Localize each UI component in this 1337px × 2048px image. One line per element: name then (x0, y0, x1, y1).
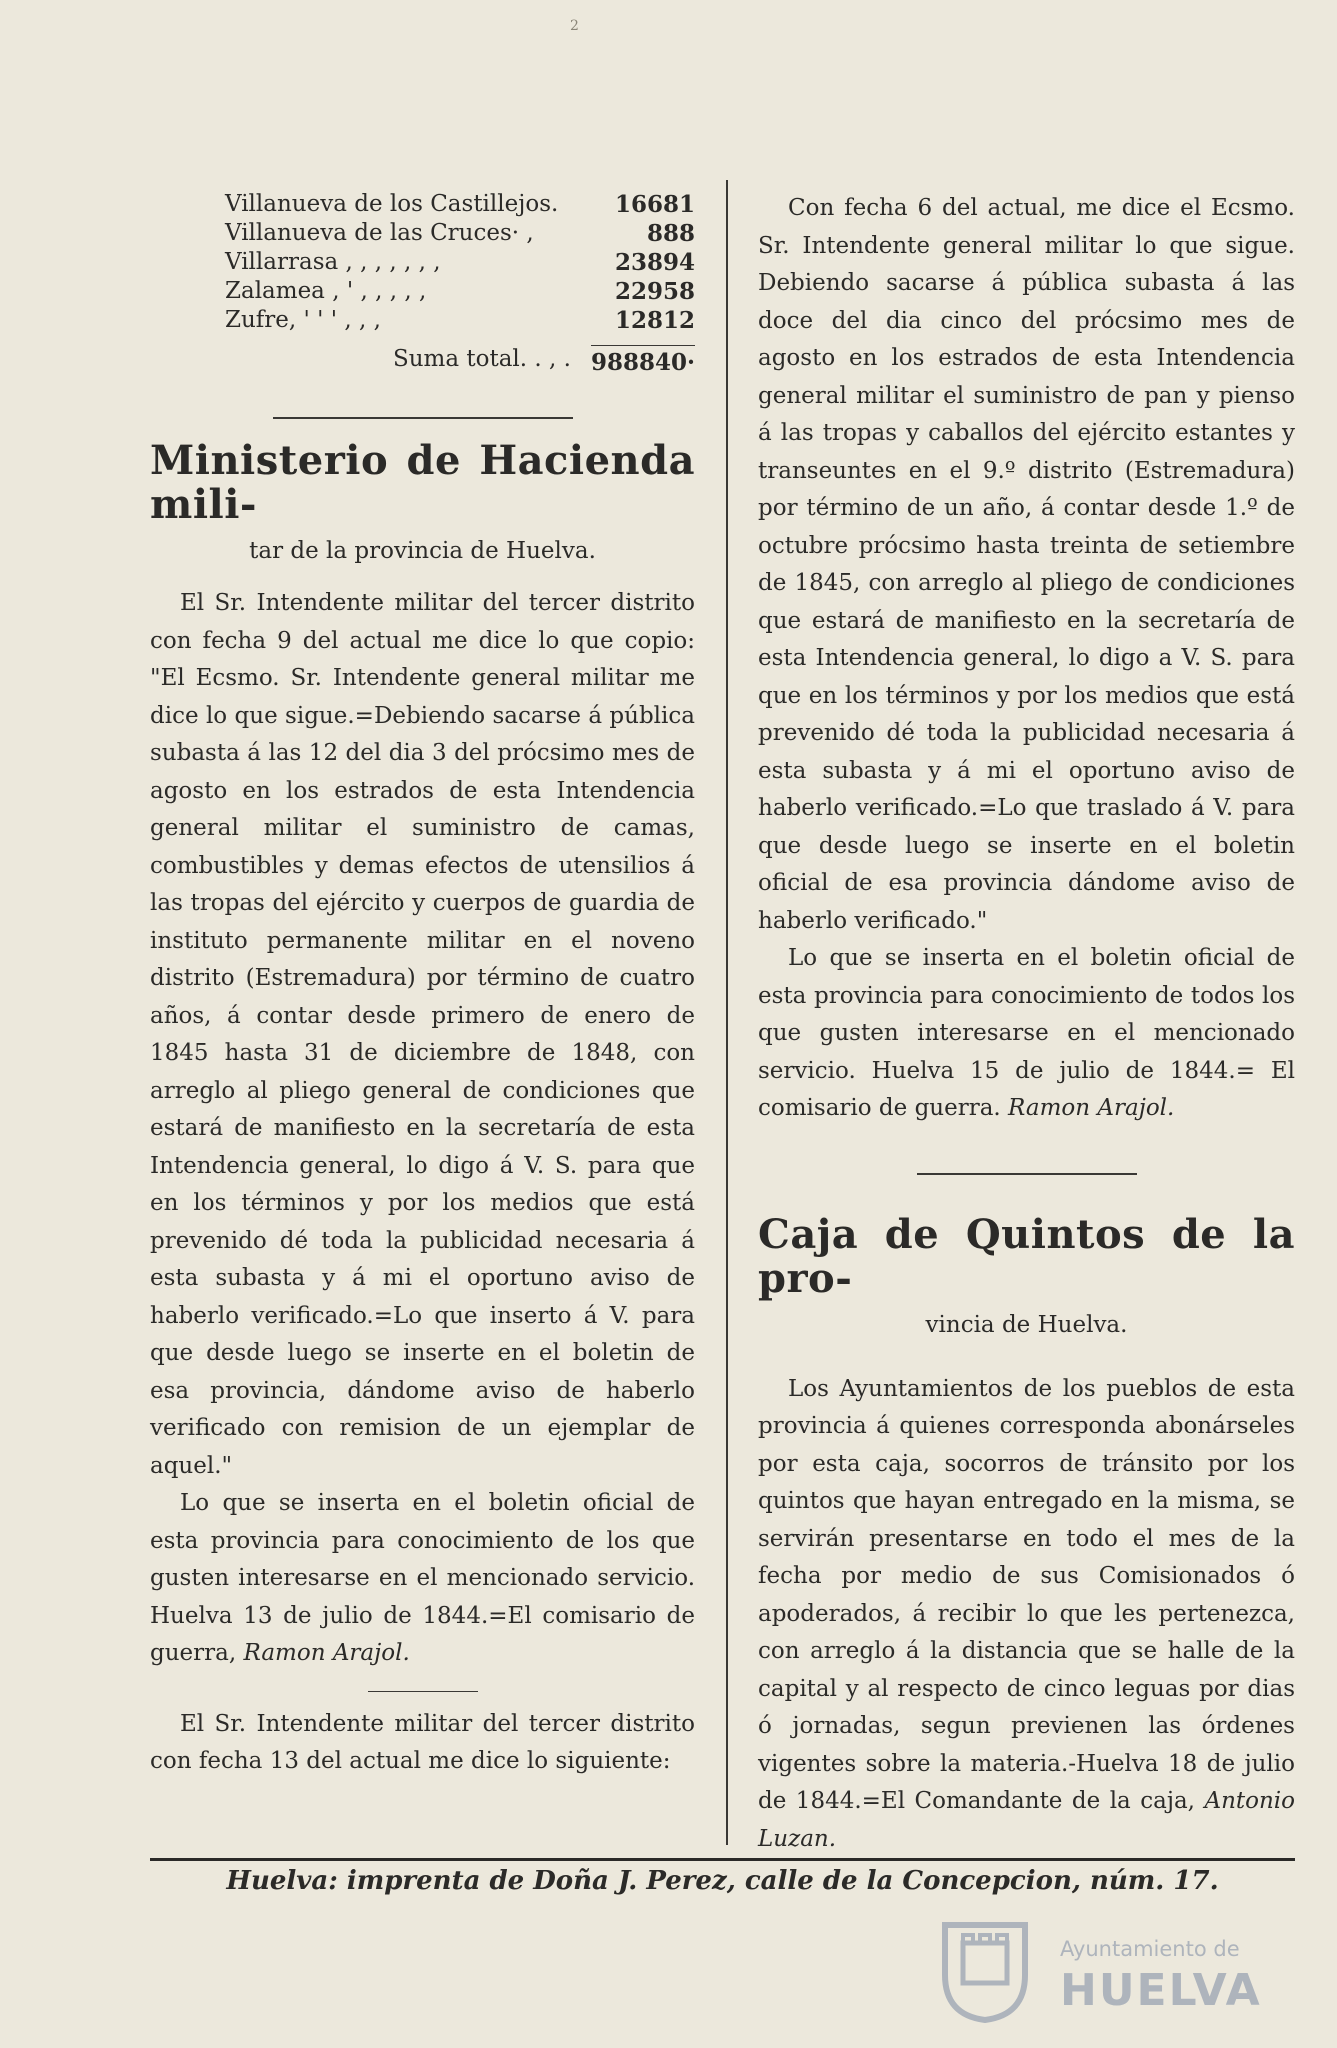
quintos-paragraph (758, 1371, 1295, 1859)
list-item (150, 190, 695, 219)
list-item (150, 277, 695, 306)
list-item-value: 888 (646, 220, 695, 247)
list-item-name: Zufre, ' ' ' , , , (225, 307, 381, 333)
watermark-line-2: HUELVA (1060, 1965, 1262, 2016)
page-number: 2 (570, 18, 579, 34)
list-item-value: 12812 (614, 307, 695, 334)
list-item-name: Villarrasa , , , , , , , (225, 249, 441, 275)
right-paragraph-1: Con fecha 6 del actual, me dice el Ecsmo. Sr. Intendente general militar lo que sigue. Debiendo sacarse á pública subasta á las doce del dia cinco del prócsimo mes de agosto en los estrados de esta Intendencia general militar el suministro de pan y pienso á las tropas y caballos del ejército estantes y transeuntes en el 9.º distrito (Estremadura) por término de un año, á contar desde 1.º de octubre prócsimo hasta treinta de setiembre de 1845, con arreglo al pliego de condiciones que estará de manifiesto en la secretaría de esta Intendencia general, lo digo a V. S. para que en los términos y por los medios que está prevenido dé toda la publicidad necesaria á esta subasta y á mi el oportuno aviso de haberlo verificado.=Lo que traslado á V. para que desde luego se inserte en el boletin oficial de esa provincia dándome aviso de haberlo verificado." (758, 195, 1295, 934)
hacienda-paragraph-2-text: Lo que se inserta en el boletin oficial de esta provincia para conocimiento de los que gusten interesarse en el mencionado servicio. Huelva 13 de julio de 1844.=El comisario de guerra, (150, 1490, 695, 1666)
watermark-line-1: Ayuntamiento de (1060, 1937, 1240, 1961)
printer-imprint: Huelva: imprenta de Doña J. Perez, calle de la Concepcion, núm. 17. (226, 1866, 1219, 1896)
section-title-quintos: Caja de Quintos de la pro- (758, 1210, 1295, 1302)
list-item-value: 22958 (614, 278, 695, 305)
signature: Ramon Arajol. (243, 1640, 410, 1666)
section-rule (273, 417, 573, 419)
right-paragraph-2 (758, 940, 1295, 1128)
right-paragraph-2-text: Lo que se inserta en el boletin oficial de esta provincia para conocimiento de todos los que gusten interesarse en el mencionado servicio. Huelva 15 de julio de 1844.= El comisario de guerra. (758, 945, 1295, 1121)
municipality-list (150, 190, 695, 377)
list-item (150, 248, 695, 277)
signature: Ramon Arajol. (1008, 1095, 1175, 1121)
section-title-hacienda: Ministerio de Hacienda mili- (150, 437, 695, 528)
list-item-name: Villanueva de las Cruces· , (225, 220, 534, 246)
small-rule (368, 1691, 478, 1692)
total-value: 988840· (591, 345, 695, 377)
right-column (758, 190, 1295, 1858)
hacienda-paragraph-2 (150, 1485, 695, 1673)
hacienda-paragraph-1: El Sr. Intendente militar del tercer distrito con fecha 9 del actual me dice lo que copio: "El Ecsmo. Sr. Intendente general militar me dice lo que sigue.=Debiendo sacarse á pública subasta á las 12 del dia 3 del prócsimo mes de agosto en los estrados de esta Intendencia general militar el suministro de camas, combustibles y demas efectos de utensilios á las tropas del ejército y cuerpos de guardia de instituto permanente militar en el noveno distrito (Estremadura) por término de cuatro años, á contar desde primero de enero de 1845 hasta 31 de diciembre de 1848, con arreglo al pliego general de condiciones que estará de manifiesto en la secretaría de esta Intendencia general, lo digo á V. S. para que en los términos y por los medios que está prevenido dé toda la publicidad necesaria á esta subasta y á mi el oportuno aviso de haberlo verificado.=Lo que inserto á V. para que desde luego se inserte en el boletin de esa provincia, dándome aviso de haberlo verificado con remision de un ejemplar de aquel." (150, 590, 695, 1479)
signature: Antonio Luzan. (758, 1788, 1296, 1852)
left-column (150, 190, 695, 1781)
section-subtitle-quintos: vincia de Huelva. (925, 1311, 1128, 1338)
list-item (150, 306, 695, 335)
coat-of-arms-icon (925, 1915, 1045, 2025)
total-row (150, 345, 695, 377)
section-subtitle-hacienda: tar de la provincia de Huelva. (249, 538, 596, 564)
list-item-value: 23894 (614, 249, 695, 276)
total-label: Suma total. . , . (392, 346, 571, 372)
list-item-value: 16681 (614, 191, 695, 218)
hacienda-paragraph-3: El Sr. Intendente militar del tercer distrito con fecha 13 del actual me dice lo siguiente: (150, 1710, 695, 1774)
list-item (150, 219, 695, 248)
list-item-name: Villanueva de los Castillejos. (225, 191, 559, 217)
quintos-paragraph-text: Los Ayuntamientos de los pueblos de esta provincia á quienes corresponda abonárseles por esta caja, socorros de tránsito por los quintos que hayan entregado en la misma, se servirán presentarse en todo el mes de la fecha por medio de sus Comisionados ó apoderados, á recibir lo que les pertenezca, con arreglo á la distancia que se halle de la capital y al respecto de cinco leguas por dias ó jornadas, segun previenen las órdenes vigentes sobre la materia.-Huelva 18 de julio de 1844.=El Comandante de la caja, (758, 1375, 1295, 1814)
list-item-name: Zalamea , ' , , , , , (225, 278, 427, 304)
watermark (925, 1915, 1265, 2025)
column-divider (726, 180, 728, 1845)
footer-rule (150, 1858, 1295, 1861)
section-rule (917, 1173, 1137, 1175)
